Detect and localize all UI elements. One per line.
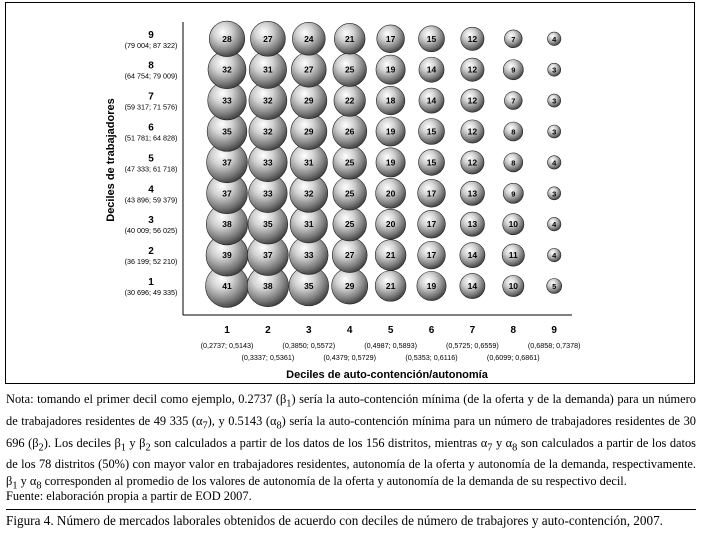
- bubble-value-label: 13: [467, 219, 478, 230]
- bubble-value-label: 24: [304, 33, 314, 44]
- bubble-value-label: 27: [263, 33, 273, 44]
- bubble-value-label: 35: [263, 219, 273, 230]
- bubble-value-label: 17: [426, 188, 437, 199]
- bubble-value-label: 3: [552, 96, 557, 106]
- bubble-value-label: 14: [467, 250, 478, 261]
- bubble-value-label: 12: [467, 95, 478, 106]
- x-tick-label: 4: [346, 325, 353, 336]
- bubble-value-label: 14: [426, 95, 437, 106]
- bubble-value-label: 9: [511, 189, 516, 199]
- beta-symbol: β: [6, 473, 13, 488]
- bubble-value-label: 8: [511, 158, 516, 168]
- bubble-value-label: 3: [552, 189, 557, 199]
- beta-symbol: β: [279, 392, 287, 406]
- bubble-value-label: 4: [552, 34, 557, 44]
- bubble-value-label: 26: [344, 126, 355, 137]
- x-tick-label: 7: [469, 325, 476, 336]
- bubble-value-label: 31: [304, 157, 314, 168]
- y-tick-label: 2: [148, 246, 154, 258]
- note-text: Nota: tomando el primer decil como ejemplo, 0.2737 (: [6, 392, 280, 406]
- bubble-value-label: 11: [508, 250, 518, 261]
- beta-symbol: β: [32, 435, 39, 450]
- x-tick-range: (0,6099; 0,6861): [486, 353, 540, 362]
- subscript: 1: [12, 480, 18, 492]
- bubble-value-label: 5: [552, 282, 557, 291]
- y-axis-title: Deciles de trabajadores: [105, 98, 117, 222]
- y-tick-range: (36 199; 52 210): [124, 257, 178, 267]
- bubble-value-label: 25: [344, 188, 355, 199]
- note-text: y: [492, 435, 506, 450]
- note-text: son calculados a partir de los datos de los 156 distritos, mientras: [150, 435, 481, 450]
- y-tick-label: 3: [148, 215, 154, 227]
- bubble-value-label: 3: [552, 127, 557, 137]
- bubble-value-label: 3: [552, 65, 557, 75]
- bubble-value-label: 12: [467, 33, 478, 44]
- subscript: 7: [202, 420, 208, 432]
- bubble-value-label: 19: [426, 281, 437, 291]
- x-tick-range: (0,4987; 0,5893): [364, 341, 417, 350]
- bubble-value-label: 19: [385, 64, 396, 75]
- bubble-value-label: 12: [467, 157, 478, 168]
- note-text: ), y 0.5143 (: [207, 413, 270, 428]
- y-tick-label: 1: [148, 277, 154, 288]
- note-text: son calculados a partir de los datos de los 78 distritos (50%) con mayor valor en trabajadores residentes, autonomía de la oferta y autonomía de la demanda, respectivamente.: [6, 435, 697, 472]
- subscript: 8: [276, 420, 282, 432]
- note-text: ). Los deciles: [43, 435, 115, 450]
- bubble-value-label: 38: [263, 281, 273, 291]
- y-tick-label: 7: [148, 91, 154, 103]
- bubble-value-label: 33: [222, 95, 232, 106]
- beta-symbol: β: [139, 435, 146, 450]
- bubble-value-label: 4: [552, 158, 557, 168]
- bubble-value-label: 10: [508, 281, 519, 291]
- subscript: 1: [120, 442, 126, 453]
- bubble-value-label: 22: [344, 95, 355, 106]
- bubble-value-label: 8: [511, 127, 516, 137]
- note-text: y: [17, 473, 30, 488]
- alpha-symbol: α: [480, 435, 488, 450]
- bubble-value-label: 7: [511, 96, 516, 106]
- bubble-value-label: 4: [552, 220, 557, 230]
- y-tick-range: (64 754; 79 009): [124, 71, 178, 81]
- bubble-value-label: 19: [385, 157, 396, 168]
- bubble-value-label: 18: [385, 95, 396, 106]
- note-text: y: [125, 435, 140, 450]
- alpha-symbol: α: [505, 435, 513, 450]
- bubble-value-label: 33: [263, 157, 273, 168]
- x-tick-label: 6: [428, 325, 435, 336]
- bubble-value-label: 37: [222, 188, 232, 199]
- y-tick-range: (51 781; 64 828): [124, 133, 178, 143]
- x-tick-label: 2: [265, 325, 271, 336]
- subscript: 2: [38, 442, 44, 453]
- bubble-value-label: 12: [467, 126, 478, 137]
- bubble-value-label: 37: [222, 157, 232, 168]
- alpha-symbol: α: [195, 413, 203, 428]
- y-tick-range: (30 696; 49 335): [124, 288, 178, 297]
- x-tick-range: (0,5725; 0,6559): [446, 341, 499, 350]
- x-tick-label: 8: [510, 325, 517, 336]
- x-tick-label: 5: [387, 325, 394, 336]
- x-tick-range: (0,2737; 0,5143): [200, 341, 254, 350]
- y-tick-range: (59 317; 71 576): [124, 102, 178, 112]
- x-axis-title: Deciles de auto-contención/autonomía: [286, 369, 488, 381]
- y-tick-label: 4: [148, 184, 154, 196]
- caption-divider: [6, 509, 696, 510]
- bubble-value-label: 39: [222, 250, 232, 261]
- bubble-value-label: 14: [467, 281, 478, 291]
- x-tick-range: (0,5353; 0,6116): [405, 353, 458, 362]
- bubble-value-label: 25: [344, 219, 355, 230]
- bubble-value-label: 32: [304, 188, 314, 199]
- y-tick-range: (43 896; 59 379): [124, 195, 178, 205]
- bubble-value-label: 27: [304, 64, 314, 75]
- bubble-value-label: 25: [344, 64, 355, 75]
- bubble-value-label: 10: [508, 219, 519, 230]
- beta-symbol: β: [114, 435, 121, 450]
- bubble-value-label: 31: [263, 64, 273, 75]
- y-tick-range: (47 333; 61 718): [124, 164, 178, 174]
- x-tick-range: (0,4379; 0,5729): [323, 353, 377, 362]
- bubble-value-label: 12: [467, 64, 478, 75]
- bubble-value-label: 15: [426, 33, 437, 44]
- bubble-value-label: 20: [385, 219, 396, 230]
- bubble-value-label: 32: [263, 95, 273, 106]
- note-text: ) sería la auto-contención mínima (de la oferta y de la demanda) para un número de trabajadores residentes de 49 335 (: [6, 392, 696, 428]
- bubble-value-label: 21: [344, 33, 355, 44]
- bubble-value-label: 17: [426, 219, 437, 230]
- y-tick-label: 9: [148, 29, 154, 41]
- bubble-value-label: 37: [263, 250, 273, 261]
- alpha-symbol: α: [269, 413, 277, 428]
- x-tick-label: 1: [224, 325, 230, 336]
- figure-note: [6, 391, 696, 494]
- note-text: corresponden al promedio de los valores de autonomía de la oferta y autonomía de la demanda de su respectivo decil.: [41, 473, 627, 488]
- bubble-value-label: 35: [304, 281, 314, 291]
- y-tick-label: 8: [148, 60, 154, 72]
- bubble-value-label: 19: [385, 126, 396, 137]
- bubble-value-label: 9: [511, 65, 516, 75]
- bubble-value-label: 7: [511, 34, 516, 44]
- bubble-value-label: 32: [222, 64, 232, 75]
- subscript: 8: [36, 480, 42, 492]
- bubble-value-label: 17: [385, 33, 396, 44]
- note-text: ) sería la auto-contención mínima para un número de trabajadores residentes de 30 696 (: [6, 413, 697, 450]
- subscript: 2: [145, 442, 151, 453]
- subscript: 7: [487, 442, 493, 453]
- bubble-value-label: 4: [552, 251, 557, 261]
- x-tick-range: (0,3850; 0,5572): [282, 341, 336, 350]
- bubble-value-label: 15: [426, 126, 437, 137]
- bubble-value-label: 29: [344, 281, 355, 291]
- y-tick-range: (79 004; 87 322): [124, 40, 178, 50]
- bubble-value-label: 21: [385, 281, 396, 291]
- x-tick-label: 9: [551, 325, 557, 336]
- y-tick-label: 6: [148, 122, 154, 134]
- x-tick-range: (0,6858; 0,7378): [527, 341, 581, 350]
- bubble-value-label: 38: [222, 219, 232, 230]
- bubble-value-label: 33: [304, 250, 314, 261]
- subscript: 1: [286, 398, 292, 410]
- bubble-value-label: 28: [222, 33, 232, 44]
- bubble-value-label: 13: [467, 188, 478, 199]
- subscript: 8: [512, 442, 518, 453]
- alpha-symbol: α: [29, 473, 37, 488]
- bubble-value-label: 32: [263, 126, 273, 137]
- bubble-value-label: 21: [385, 250, 396, 261]
- bubble-value-label: 14: [426, 64, 437, 75]
- bubble-value-label: 20: [385, 188, 396, 199]
- bubble-value-label: 41: [222, 281, 232, 291]
- bubble-value-label: 17: [426, 250, 437, 261]
- bubble-value-label: 33: [263, 188, 273, 199]
- bubble-value-label: 35: [222, 126, 232, 137]
- source-note: Fuente: elaboración propia a partir de EOD 2007.: [6, 489, 252, 503]
- bubble-value-label: 29: [304, 95, 314, 106]
- x-tick-label: 3: [306, 325, 312, 336]
- y-tick-range: (40 009; 56 025): [124, 226, 178, 236]
- bubble-value-label: 15: [426, 157, 437, 168]
- y-tick-label: 5: [148, 153, 154, 165]
- figure-caption: Figura 4. Número de mercados laborales obtenidos de acuerdo con deciles de número de trabajores y auto-contención, 2007.: [6, 513, 663, 528]
- bubble-value-label: 31: [304, 219, 314, 230]
- x-tick-range: (0,3337; 0,5361): [241, 353, 295, 362]
- bubble-value-label: 29: [304, 126, 314, 137]
- bubble-value-label: 27: [344, 250, 355, 261]
- bubble-value-label: 25: [344, 157, 355, 168]
